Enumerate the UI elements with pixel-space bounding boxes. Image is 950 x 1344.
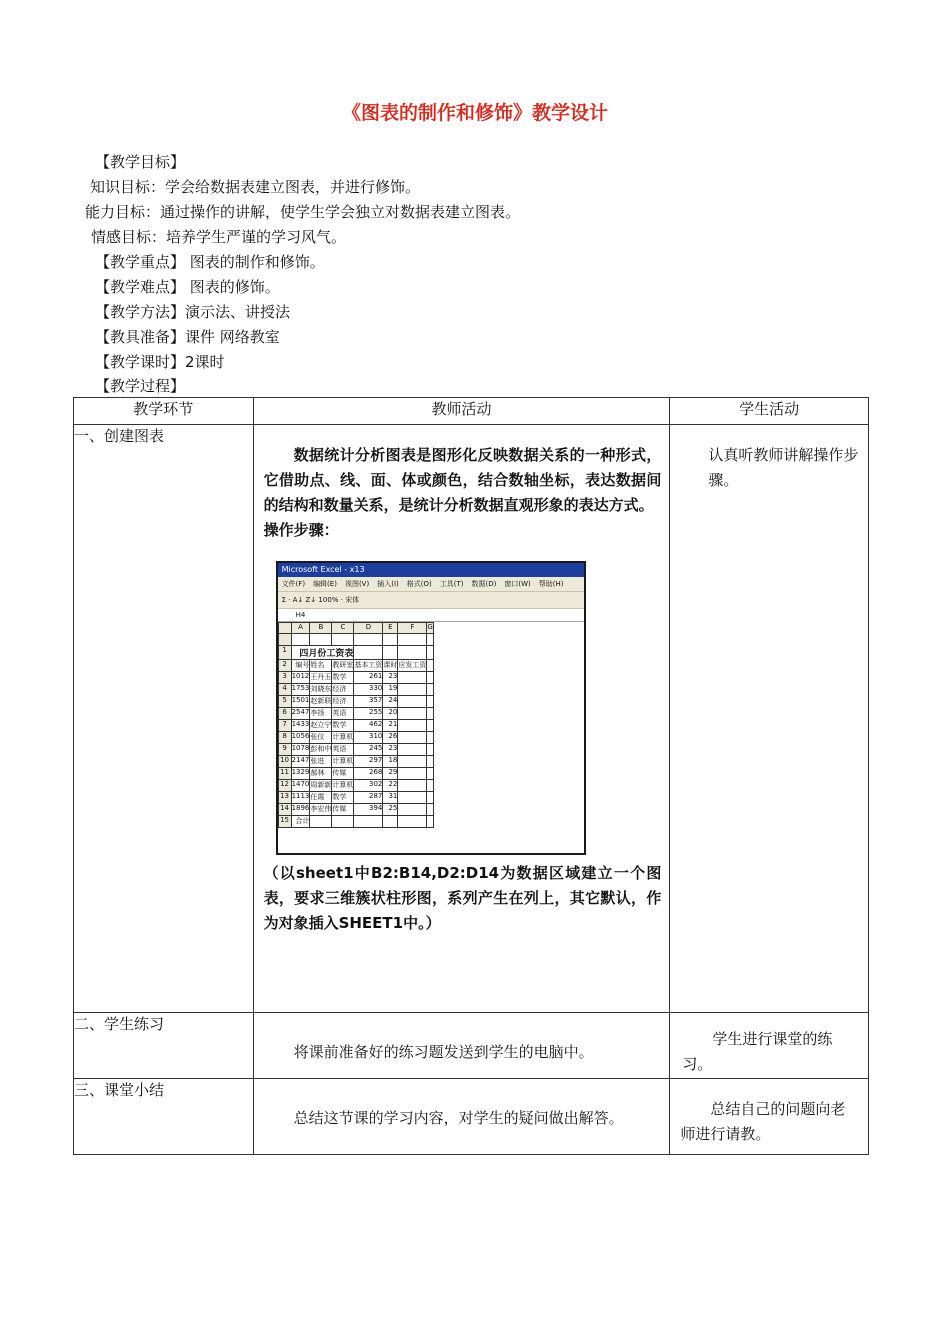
excel-cell[interactable]: [427, 660, 433, 672]
excel-cell[interactable]: [332, 634, 354, 646]
excel-menu-item[interactable]: 文件(F): [281, 580, 306, 588]
excel-cell[interactable]: 数学: [332, 792, 354, 804]
excel-cell[interactable]: 1501: [291, 696, 310, 708]
excel-row-header[interactable]: 2: [278, 660, 291, 672]
stage-label: 二、学生练习: [74, 1015, 165, 1033]
excel-cell[interactable]: 268: [354, 768, 383, 780]
excel-cell[interactable]: 1433: [291, 720, 310, 732]
excel-cell[interactable]: [383, 646, 398, 660]
teacher-paragraph: 数据统计分析图表是图形化反映数据关系的一种形式，它借助点、线、面、体或颜色，结合数轴坐标，表达数据间的结构和数量关系，是统计分析数据直观形象的表达方式。: [263, 446, 662, 514]
excel-cell[interactable]: 24: [383, 696, 398, 708]
excel-cell[interactable]: 1329: [291, 768, 310, 780]
excel-cell[interactable]: 245: [354, 744, 383, 756]
excel-row-header[interactable]: 5: [278, 696, 291, 708]
steps-label: 操作步骤：: [263, 521, 339, 539]
excel-row-header[interactable]: 14: [278, 804, 291, 816]
excel-cell[interactable]: [291, 634, 310, 646]
excel-row-header[interactable]: 3: [278, 672, 291, 684]
excel-cell[interactable]: [427, 816, 433, 828]
excel-cell[interactable]: [398, 756, 427, 768]
excel-cell[interactable]: 20: [383, 708, 398, 720]
excel-cell[interactable]: 462: [354, 720, 383, 732]
excel-row: [278, 696, 433, 708]
excel-title-bar: Microsoft Excel - x13: [278, 563, 584, 577]
excel-menu-item[interactable]: 帮助(H): [538, 580, 564, 588]
excel-cell[interactable]: 数学: [332, 672, 354, 684]
teaching-tools: 【教具准备】课件 网络教室: [95, 328, 280, 346]
excel-row-header[interactable]: 15: [278, 816, 291, 828]
excel-cell[interactable]: G: [427, 623, 433, 634]
excel-row: [278, 792, 433, 804]
excel-cell[interactable]: 刘晓东: [310, 684, 332, 696]
excel-cell[interactable]: 2547: [291, 708, 310, 720]
excel-row: [278, 720, 433, 732]
excel-cell[interactable]: 教研室: [332, 660, 354, 672]
excel-cell[interactable]: 英语: [332, 708, 354, 720]
excel-cell[interactable]: 1113: [291, 792, 310, 804]
instruction-text: （以sheet1中B2:B14,D2:D14为数据区域建立一个图表，要求三维簇状柱形图，系列产生在列上，其它默认，作为对象插入SHEET1中。）: [263, 864, 662, 932]
excel-menu-item[interactable]: 视图(V): [344, 580, 370, 588]
excel-cell[interactable]: [398, 816, 427, 828]
excel-cell[interactable]: [398, 696, 427, 708]
excel-row: [278, 623, 433, 634]
excel-cell[interactable]: 基本工资: [354, 660, 383, 672]
excel-cell[interactable]: [427, 732, 433, 744]
student-cell: [670, 1079, 869, 1155]
excel-cell[interactable]: 357: [354, 696, 383, 708]
excel-cell[interactable]: 1753: [291, 684, 310, 696]
excel-row-header[interactable]: 4: [278, 684, 291, 696]
student-activity: 学生进行课堂的练习。: [682, 1030, 833, 1073]
excel-cell[interactable]: 1896: [291, 804, 310, 816]
excel-cell[interactable]: [354, 646, 383, 660]
excel-cell[interactable]: 经济: [332, 696, 354, 708]
header-teacher: 教师活动: [253, 398, 670, 425]
excel-cell[interactable]: [398, 684, 427, 696]
student-cell: [670, 425, 869, 1013]
excel-cell[interactable]: [398, 672, 427, 684]
excel-cell[interactable]: [398, 768, 427, 780]
excel-row: [278, 804, 433, 816]
excel-toolbar: Σ · A↓ Z↓ 100% · 宋体: [278, 592, 584, 609]
excel-menu-item[interactable]: 数据(D): [471, 580, 497, 588]
table-header-row: [74, 398, 869, 425]
excel-row: [278, 756, 433, 768]
excel-cell[interactable]: [427, 780, 433, 792]
excel-cell[interactable]: C: [332, 623, 354, 634]
excel-cell[interactable]: 1470: [291, 780, 310, 792]
header-stage: 教学环节: [74, 398, 254, 425]
excel-row: [278, 634, 433, 646]
excel-row: [278, 708, 433, 720]
excel-cell[interactable]: 合计: [291, 816, 310, 828]
excel-cell[interactable]: [398, 634, 427, 646]
excel-cell[interactable]: 王丹玉: [310, 672, 332, 684]
excel-grid: [278, 622, 434, 828]
excel-cell[interactable]: 周新新: [310, 780, 332, 792]
student-activity: 总结自己的问题向老师进行请教。: [680, 1100, 846, 1143]
excel-cell[interactable]: 传媒: [332, 768, 354, 780]
excel-cell[interactable]: 1056: [291, 732, 310, 744]
excel-cell[interactable]: 传媒: [332, 804, 354, 816]
excel-cell[interactable]: [398, 792, 427, 804]
excel-menu-bar: [278, 577, 584, 592]
excel-cell[interactable]: [383, 634, 398, 646]
excel-cell[interactable]: A: [291, 623, 310, 634]
excel-cell[interactable]: 李宏伟: [310, 804, 332, 816]
excel-cell[interactable]: [398, 708, 427, 720]
excel-cell[interactable]: 张仪: [310, 732, 332, 744]
excel-cell[interactable]: [427, 768, 433, 780]
excel-cell[interactable]: 21: [383, 720, 398, 732]
student-cell: [670, 1013, 869, 1079]
excel-cell[interactable]: 1012: [291, 672, 310, 684]
excel-cell[interactable]: 四月份工资表: [291, 646, 354, 660]
stage-label: 三、课堂小结: [74, 1081, 165, 1099]
excel-row: [278, 646, 433, 660]
excel-cell[interactable]: 张进: [310, 756, 332, 768]
key-point: 【教学重点】 图表的制作和修饰。: [95, 253, 325, 271]
teaching-method: 【教学方法】演示法、讲授法: [95, 303, 291, 321]
excel-screenshot: [276, 561, 586, 855]
excel-cell[interactable]: 计算机: [332, 732, 354, 744]
class-hours: 【教学课时】2课时: [95, 353, 225, 371]
excel-cell[interactable]: [398, 732, 427, 744]
excel-cell[interactable]: [427, 696, 433, 708]
excel-row-header[interactable]: 12: [278, 780, 291, 792]
excel-cell[interactable]: 姓名: [310, 660, 332, 672]
excel-cell[interactable]: 计算机: [332, 756, 354, 768]
excel-cell[interactable]: 李扬: [310, 708, 332, 720]
excel-cell[interactable]: 任霞: [310, 792, 332, 804]
excel-row-header[interactable]: 11: [278, 768, 291, 780]
excel-cell[interactable]: 25: [383, 804, 398, 816]
ability-goal: 能力目标：通过操作的讲解，使学生学会独立对数据表建立图表。: [85, 203, 521, 221]
excel-cell[interactable]: 彭和中: [310, 744, 332, 756]
excel-cell[interactable]: 19: [383, 684, 398, 696]
excel-menu-item[interactable]: 工具(T): [439, 580, 464, 588]
goal-heading: 【教学目标】: [95, 153, 186, 171]
excel-row: [278, 684, 433, 696]
excel-row-header[interactable]: 8: [278, 732, 291, 744]
excel-row-header[interactable]: [278, 623, 291, 634]
excel-cell[interactable]: 310: [354, 732, 383, 744]
excel-cell[interactable]: [354, 816, 383, 828]
excel-cell[interactable]: 26: [383, 732, 398, 744]
excel-cell[interactable]: 23: [383, 672, 398, 684]
excel-row-header[interactable]: 6: [278, 708, 291, 720]
excel-cell[interactable]: [383, 816, 398, 828]
excel-cell[interactable]: [427, 708, 433, 720]
excel-cell[interactable]: 18: [383, 756, 398, 768]
excel-cell[interactable]: [427, 756, 433, 768]
teacher-cell: [253, 1013, 670, 1079]
excel-cell[interactable]: 297: [354, 756, 383, 768]
excel-row: [278, 732, 433, 744]
excel-cell[interactable]: 赵新联: [310, 696, 332, 708]
excel-cell[interactable]: E: [383, 623, 398, 634]
excel-row-header[interactable]: [278, 634, 291, 646]
excel-cell[interactable]: 394: [354, 804, 383, 816]
excel-cell[interactable]: 应发工资: [398, 660, 427, 672]
excel-cell[interactable]: [427, 804, 433, 816]
excel-cell[interactable]: 经济: [332, 684, 354, 696]
excel-cell[interactable]: [427, 720, 433, 732]
excel-cell[interactable]: 数学: [332, 720, 354, 732]
excel-cell[interactable]: 赵立宁: [310, 720, 332, 732]
excel-cell[interactable]: 23: [383, 744, 398, 756]
excel-menu-item[interactable]: 格式(O): [406, 580, 432, 588]
excel-cell[interactable]: 330: [354, 684, 383, 696]
excel-row: [278, 780, 433, 792]
excel-row: [278, 816, 433, 828]
excel-cell[interactable]: 郝林: [310, 768, 332, 780]
excel-cell[interactable]: [427, 744, 433, 756]
excel-cell[interactable]: 英语: [332, 744, 354, 756]
teacher-cell: [253, 425, 670, 1013]
stage-cell: [74, 425, 254, 1013]
excel-cell[interactable]: [332, 816, 354, 828]
excel-row: [278, 660, 433, 672]
teacher-activity: 将课前准备好的练习题发送到学生的电脑中。: [293, 1043, 594, 1061]
table-row: [74, 1079, 869, 1155]
excel-cell[interactable]: [310, 816, 332, 828]
excel-cell[interactable]: 2147: [291, 756, 310, 768]
excel-formula-bar: H4: [278, 609, 584, 622]
excel-menu-item[interactable]: 窗口(W): [504, 580, 531, 588]
excel-cell[interactable]: F: [398, 623, 427, 634]
excel-cell[interactable]: [398, 720, 427, 732]
excel-cell[interactable]: [427, 646, 433, 660]
process-heading: 【教学过程】: [95, 377, 186, 395]
excel-row-header[interactable]: 13: [278, 792, 291, 804]
excel-row-header[interactable]: 1: [278, 646, 291, 660]
teacher-cell: [253, 1079, 670, 1155]
excel-row: [278, 768, 433, 780]
excel-cell[interactable]: D: [354, 623, 383, 634]
stage-cell: [74, 1079, 254, 1155]
excel-menu-item[interactable]: 插入(I): [377, 580, 399, 588]
excel-cell[interactable]: [427, 792, 433, 804]
table-row: [74, 425, 869, 1013]
emotion-goal: 情感目标：培养学生严谨的学习风气。: [91, 228, 347, 246]
excel-cell[interactable]: 课时: [383, 660, 398, 672]
excel-cell[interactable]: 编号: [291, 660, 310, 672]
excel-cell[interactable]: 261: [354, 672, 383, 684]
excel-cell[interactable]: 计算机: [332, 780, 354, 792]
excel-cell[interactable]: 287: [354, 792, 383, 804]
excel-cell[interactable]: 255: [354, 708, 383, 720]
excel-row-header[interactable]: 7: [278, 720, 291, 732]
excel-cell[interactable]: [354, 634, 383, 646]
student-activity: 认真听教师讲解操作步骤。: [708, 446, 859, 489]
excel-row: [278, 672, 433, 684]
lesson-table: [73, 397, 869, 1155]
excel-cell[interactable]: B: [310, 623, 332, 634]
excel-cell[interactable]: [427, 634, 433, 646]
excel-cell[interactable]: 1078: [291, 744, 310, 756]
stage-label: 一、创建图表: [74, 427, 165, 445]
excel-cell[interactable]: 29: [383, 768, 398, 780]
excel-cell[interactable]: [398, 780, 427, 792]
header-student: 学生活动: [670, 398, 869, 425]
teacher-activity: 总结这节课的学习内容，对学生的疑问做出解答。: [293, 1109, 624, 1127]
stage-cell: [74, 1013, 254, 1079]
excel-cell[interactable]: 302: [354, 780, 383, 792]
excel-cell[interactable]: [310, 634, 332, 646]
excel-cell[interactable]: [398, 744, 427, 756]
excel-cell[interactable]: [398, 804, 427, 816]
excel-row-header[interactable]: 10: [278, 756, 291, 768]
excel-cell[interactable]: 22: [383, 780, 398, 792]
excel-row: [278, 744, 433, 756]
knowledge-goal: 知识目标：学会给数据表建立图表，并进行修饰。: [90, 178, 421, 196]
difficulty: 【教学难点】 图表的修饰。: [95, 278, 280, 296]
excel-menu-item[interactable]: 编辑(E): [313, 580, 337, 588]
excel-cell[interactable]: 31: [383, 792, 398, 804]
excel-cell[interactable]: [427, 672, 433, 684]
excel-row-header[interactable]: 9: [278, 744, 291, 756]
document-title: 《图表的制作和修饰》教学设计: [341, 102, 608, 124]
table-row: [74, 1013, 869, 1079]
excel-cell[interactable]: [398, 646, 427, 660]
excel-cell[interactable]: [427, 684, 433, 696]
